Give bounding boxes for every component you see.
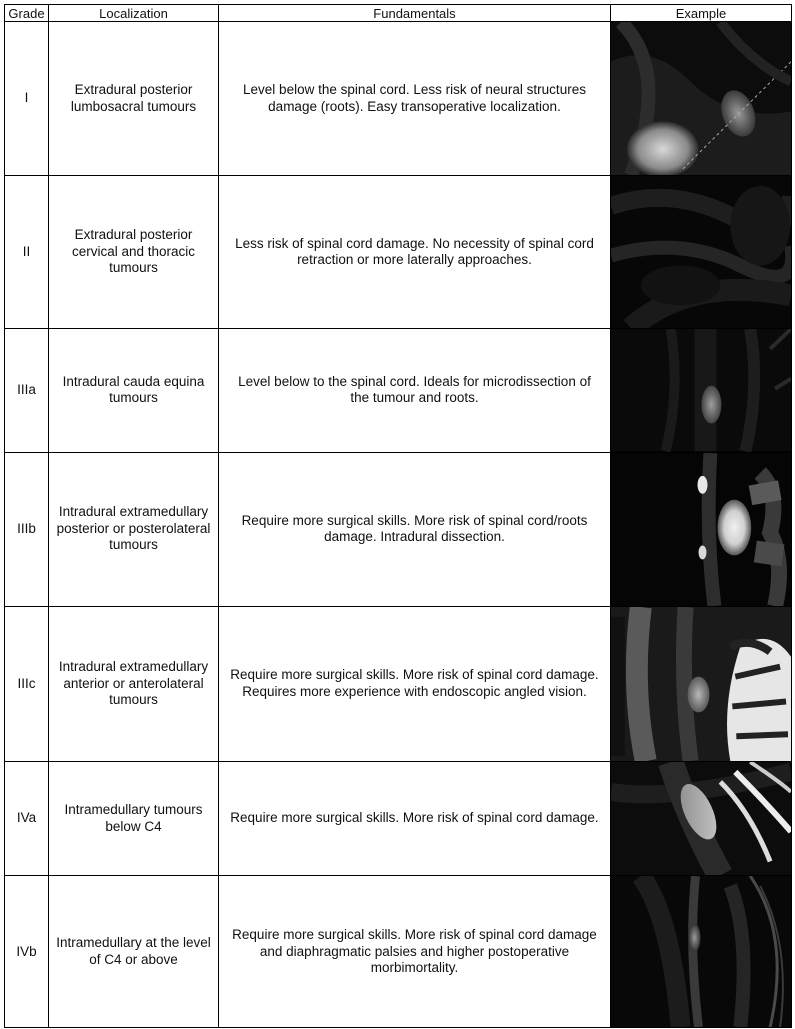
table-row xyxy=(5,176,792,329)
localization-cell: Extradural posterior lumbosacral tumours xyxy=(49,22,219,176)
mri-image-icon xyxy=(611,22,791,175)
localization-cell: Intradural extramedullary anterior or anterolateral tumours xyxy=(49,606,219,761)
mri-image-icon xyxy=(611,876,791,1027)
example-image xyxy=(611,876,792,1028)
grade-cell: IIIa xyxy=(5,329,49,452)
fundamentals-cell: Less risk of spinal cord damage. No necessity of spinal cord retraction or more laterally approaches. xyxy=(219,176,611,329)
grade-cell: II xyxy=(5,176,49,329)
localization-cell: Intramedullary at the level of C4 or above xyxy=(49,876,219,1028)
table-row xyxy=(5,606,792,761)
grade-cell: IIIc xyxy=(5,606,49,761)
example-image xyxy=(611,22,792,176)
table-row xyxy=(5,22,792,176)
example-image xyxy=(611,452,792,606)
example-image xyxy=(611,761,792,875)
grade-cell: IVb xyxy=(5,876,49,1028)
table-row xyxy=(5,876,792,1028)
grade-cell: IVa xyxy=(5,761,49,875)
mri-image-icon xyxy=(611,607,791,761)
header-localization: Localization xyxy=(49,5,219,22)
table-row xyxy=(5,452,792,606)
fundamentals-cell: Require more surgical skills. More risk of spinal cord damage. Requires more experience with endoscopic angled vision. xyxy=(219,606,611,761)
localization-cell: Extradural posterior cervical and thoracic tumours xyxy=(49,176,219,329)
fundamentals-cell: Level below to the spinal cord. Ideals for microdissection of the tumour and roots. xyxy=(219,329,611,452)
spinal-tumour-grading-table xyxy=(4,4,792,1028)
header-example: Example xyxy=(611,5,792,22)
fundamentals-cell: Require more surgical skills. More risk of spinal cord/roots damage. Intradural dissection. xyxy=(219,452,611,606)
mri-image-icon xyxy=(611,176,791,328)
header-row xyxy=(5,5,792,22)
grade-cell: I xyxy=(5,22,49,176)
localization-cell: Intradural extramedullary posterior or posterolateral tumours xyxy=(49,452,219,606)
mri-image-icon xyxy=(611,453,791,606)
table-row xyxy=(5,761,792,875)
localization-cell: Intramedullary tumours below C4 xyxy=(49,761,219,875)
example-image xyxy=(611,606,792,761)
mri-image-icon xyxy=(611,762,791,875)
example-image xyxy=(611,329,792,452)
mri-image-icon xyxy=(611,329,791,451)
fundamentals-cell: Level below the spinal cord. Less risk of neural structures damage (roots). Easy transoperative localization. xyxy=(219,22,611,176)
fundamentals-cell: Require more surgical skills. More risk of spinal cord damage. xyxy=(219,761,611,875)
localization-cell: Intradural cauda equina tumours xyxy=(49,329,219,452)
header-grade: Grade xyxy=(5,5,49,22)
header-fundamentals: Fundamentals xyxy=(219,5,611,22)
grade-cell: IIIb xyxy=(5,452,49,606)
fundamentals-cell: Require more surgical skills. More risk of spinal cord damage and diaphragmatic palsies and higher postoperative morbimortality. xyxy=(219,876,611,1028)
example-image xyxy=(611,176,792,329)
table-row xyxy=(5,329,792,452)
